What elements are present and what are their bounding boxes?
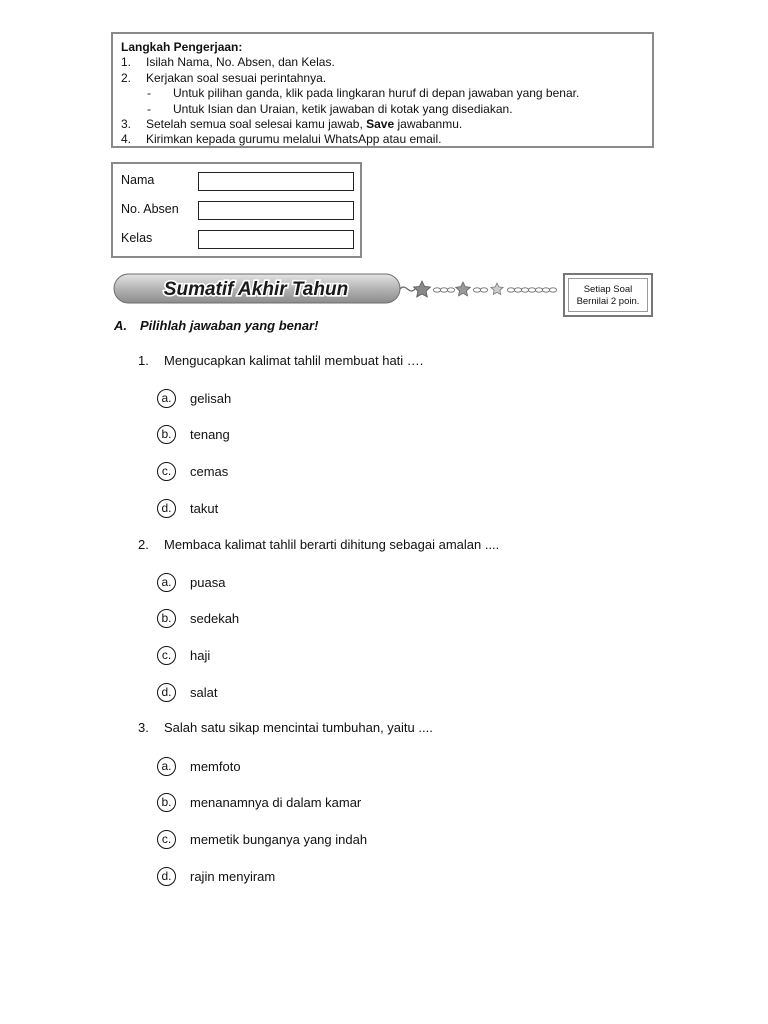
option-circle-d[interactable]: d. bbox=[157, 683, 176, 702]
answer-option: c. memetik bunganya yang indah bbox=[157, 828, 367, 850]
instruction-step: 2. Kerjakan soal sesuai perintahnya. bbox=[121, 70, 327, 85]
instructions-box bbox=[111, 32, 654, 148]
name-label: Nama bbox=[121, 173, 155, 187]
identity-box bbox=[111, 162, 362, 258]
instruction-step: 3. Setelah semua soal selesai kamu jawab, Save jawabanmu. bbox=[121, 117, 463, 132]
star-icon bbox=[456, 282, 471, 296]
question-3: 3. Salah satu sikap mencintai tumbuhan, yaitu .... bbox=[138, 720, 433, 735]
section-banner bbox=[113, 272, 563, 306]
option-circle-c[interactable]: c. bbox=[157, 462, 176, 481]
option-circle-a[interactable]: a. bbox=[157, 573, 176, 592]
banner-graphic bbox=[113, 272, 563, 306]
question-2: 2. Membaca kalimat tahlil berarti dihitung sebagai amalan .... bbox=[138, 537, 500, 552]
class-label: Kelas bbox=[121, 231, 153, 245]
answer-option: a. memfoto bbox=[157, 755, 241, 777]
banner-title: Sumatif Akhir Tahun bbox=[163, 279, 349, 300]
option-circle-c[interactable]: c. bbox=[157, 646, 176, 665]
instruction-substep: - Untuk pilihan ganda, klik pada lingkaran huruf di depan jawaban yang benar. bbox=[147, 86, 580, 101]
star-icon bbox=[491, 283, 503, 295]
option-circle-a[interactable]: a. bbox=[157, 389, 176, 408]
section-heading: A. Pilihlah jawaban yang benar! bbox=[114, 318, 319, 333]
question-1: 1. Mengucapkan kalimat tahlil membuat hati …. bbox=[138, 353, 424, 368]
answer-option: b. tenang bbox=[157, 423, 230, 445]
answer-option: d. takut bbox=[157, 497, 218, 519]
option-circle-a[interactable]: a. bbox=[157, 757, 176, 776]
option-circle-c[interactable]: c. bbox=[157, 830, 176, 849]
instruction-substep: - Untuk Isian dan Uraian, ketik jawaban di kotak yang disediakan. bbox=[147, 101, 513, 116]
answer-option: d. rajin menyiram bbox=[157, 865, 275, 887]
option-circle-d[interactable]: d. bbox=[157, 499, 176, 518]
option-circle-b[interactable]: b. bbox=[157, 609, 176, 628]
instructions-title: Langkah Pengerjaan: bbox=[121, 40, 243, 54]
points-note bbox=[563, 273, 653, 317]
answer-option: c. cemas bbox=[157, 460, 228, 482]
absen-field[interactable] bbox=[198, 201, 354, 220]
points-line-1: Setiap Soal bbox=[583, 284, 633, 295]
option-circle-b[interactable]: b. bbox=[157, 425, 176, 444]
class-field[interactable] bbox=[198, 230, 354, 249]
instruction-step: 4. Kirimkan kepada gurumu melalui WhatsApp atau email. bbox=[121, 132, 442, 147]
save-emphasis: Save bbox=[366, 117, 395, 132]
option-circle-d[interactable]: d. bbox=[157, 867, 176, 886]
answer-option: a. gelisah bbox=[157, 387, 231, 409]
answer-option: d. salat bbox=[157, 681, 217, 703]
instruction-step: 1. Isilah Nama, No. Absen, dan Kelas. bbox=[121, 55, 335, 70]
star-icon bbox=[414, 281, 431, 297]
option-circle-b[interactable]: b. bbox=[157, 793, 176, 812]
answer-option: c. haji bbox=[157, 644, 210, 666]
answer-option: a. puasa bbox=[157, 571, 225, 593]
points-line-2: Bernilai 2 poin. bbox=[576, 296, 640, 307]
answer-option: b. menanamnya di dalam kamar bbox=[157, 791, 361, 813]
answer-option: b. sedekah bbox=[157, 607, 239, 629]
name-field[interactable] bbox=[198, 172, 354, 191]
absen-label: No. Absen bbox=[121, 202, 179, 216]
